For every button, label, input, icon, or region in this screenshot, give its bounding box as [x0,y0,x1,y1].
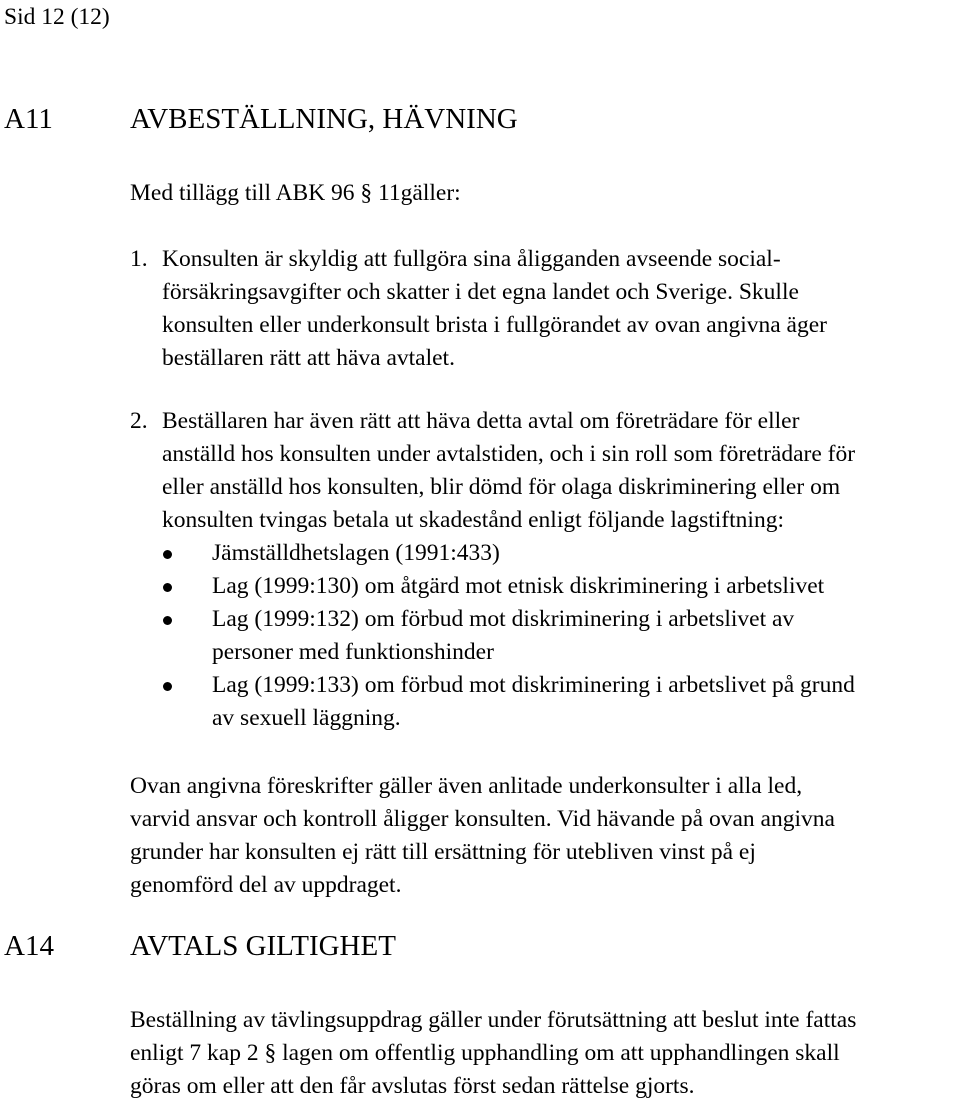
text-line: konsulten eller underkonsult brista i fullgörandet av ovan angivna äger [162,312,827,338]
text-line: varvid ansvar och kontroll åligger konsulten. Vid hävande på ovan angivna [130,806,835,832]
section-title: AVTALS GILTIGHET [130,930,396,962]
closing-paragraph [130,770,835,902]
text-line: konsulten tvingas betala ut skadestånd enligt följande lagstiftning: [162,507,784,533]
section-title: AVBESTÄLLNING, HÄVNING [130,103,518,135]
section-intro: Med tillägg till ABK 96 § 11gäller: [130,180,461,206]
bullet-icon [163,682,172,691]
bullet-text [212,603,794,669]
list-item [130,405,950,537]
text-line: Beställaren har även rätt att häva detta avtal om företrädare för eller [162,408,800,434]
bullet-icon [163,550,172,559]
bullet-icon [163,616,172,625]
bullet-text [212,669,855,735]
bullet-item [160,669,950,735]
list-item-text [162,405,855,537]
text-line: beställaren rätt att häva avtalet. [162,345,455,371]
text-line: enligt 7 kap 2 § lagen om offentlig upphandling om att upphandlingen skall [130,1040,840,1066]
bullet-item [160,603,950,669]
section-body [130,1004,856,1103]
bullet-item [160,570,950,603]
text-line: personer med funktionshinder [212,639,494,665]
text-line: försäkringsavgifter och skatter i det egna landet och Sverige. Skulle [162,279,799,305]
page-number: Sid 12 (12) [4,4,110,30]
list-item [130,243,950,375]
section-id: A11 [4,103,53,135]
bullet-item [160,537,950,570]
text-line: av sexuell läggning. [212,705,401,731]
text-line: Beställning av tävlingsuppdrag gäller under förutsättning att beslut inte fattas [130,1007,857,1033]
text-line: grunder har konsulten ej rätt till ersättning för utebliven vinst på ej [130,839,756,865]
list-item-number: 1. [130,246,148,272]
text-line: Lag (1999:133) om förbud mot diskriminering i arbetslivet på grund [212,672,855,698]
text-line: anställd hos konsulten under avtalstiden, och i sin roll som företrädare för [162,441,856,467]
section-id: A14 [4,930,54,962]
text-line: eller anställd hos konsulten, blir dömd för olaga diskriminering eller om [162,474,841,500]
text-line: Konsulten är skyldig att fullgöra sina åligganden avseende social- [162,246,781,272]
bullet-text [212,537,500,570]
text-line: Lag (1999:130) om åtgärd mot etnisk diskriminering i arbetslivet [212,573,825,599]
text-line: Ovan angivna föreskrifter gäller även anlitade underkonsulter i alla led, [130,773,803,799]
bullet-text [212,570,824,603]
text-line: genomförd del av uppdraget. [130,872,402,898]
text-line: göras om eller att den får avslutas först sedan rättelse gjorts. [130,1073,695,1099]
bullet-icon [163,583,172,592]
text-line: Jämställdhetslagen (1991:433) [212,540,500,566]
list-item-text [162,243,827,375]
text-line: Lag (1999:132) om förbud mot diskriminering i arbetslivet av [212,606,795,632]
list-item-number: 2. [130,408,148,434]
